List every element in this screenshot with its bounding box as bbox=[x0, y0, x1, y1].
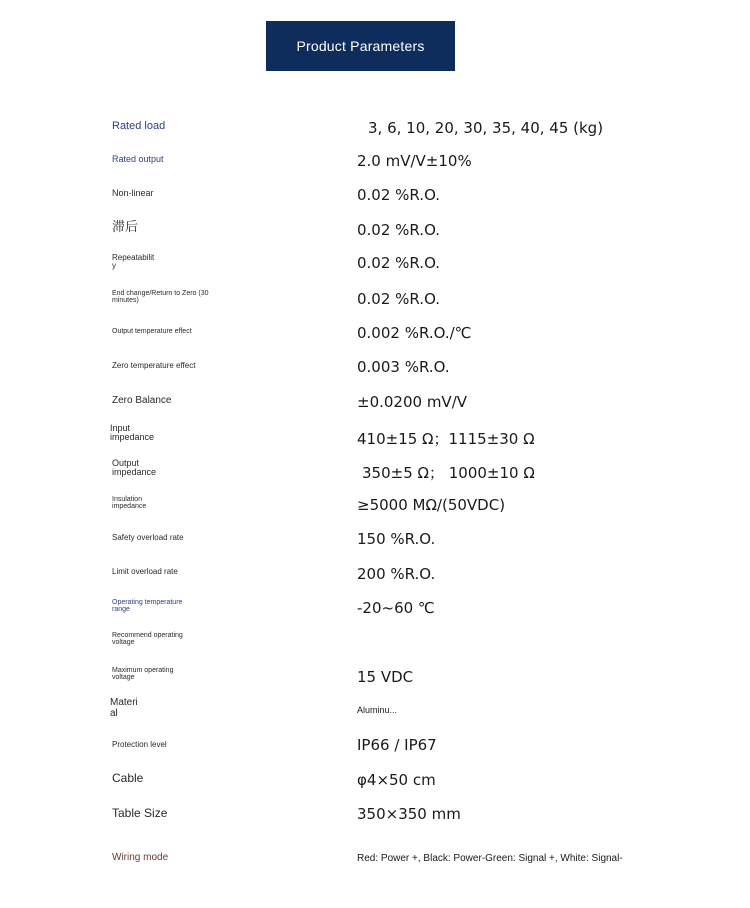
param-label: Output impedance bbox=[112, 458, 157, 478]
param-label: Materi al bbox=[110, 697, 138, 719]
param-value: ≥5000 MΩ/(50VDC) bbox=[357, 496, 506, 514]
param-value: 0.02 %R.O. bbox=[357, 290, 441, 308]
param-label: Insulation impedance bbox=[112, 496, 147, 511]
param-value: 15 VDC bbox=[357, 668, 414, 686]
param-value: 3, 6, 10, 20, 30, 35, 40, 45 (kg) bbox=[368, 119, 604, 137]
param-label: Wiring mode bbox=[112, 852, 169, 863]
param-label: Zero Balance bbox=[112, 395, 172, 406]
param-label: Input impedance bbox=[110, 423, 155, 443]
param-label: Rated output bbox=[112, 154, 164, 164]
param-label: Repeatabilit y bbox=[112, 253, 155, 271]
param-label: Limit overload rate bbox=[112, 567, 178, 576]
param-value: ±0.0200 mV/V bbox=[357, 393, 468, 411]
param-value: 0.02 %R.O. bbox=[357, 186, 441, 204]
param-label: Recommend operating voltage bbox=[112, 632, 183, 647]
param-label: 滞后 bbox=[112, 220, 139, 235]
param-value: 350±5 Ω； 1000±10 Ω bbox=[362, 464, 535, 482]
param-label: Zero temperature effect bbox=[112, 361, 196, 370]
param-value: 0.02 %R.O. bbox=[357, 221, 441, 239]
param-value: 200 %R.O. bbox=[357, 565, 436, 583]
param-value: -20~60 ℃ bbox=[357, 599, 435, 617]
param-value: 350×350 mm bbox=[357, 805, 461, 823]
param-value: 410±15 Ω；1115±30 Ω bbox=[357, 430, 535, 448]
param-value: IP66 / IP67 bbox=[357, 736, 437, 754]
param-label: End change/Return to Zero (30 minutes) bbox=[112, 290, 209, 305]
section-title: Product Parameters bbox=[266, 21, 455, 71]
param-value: 0.02 %R.O. bbox=[357, 254, 441, 272]
param-label: Cable bbox=[112, 771, 144, 785]
param-value: 0.003 %R.O. bbox=[357, 358, 450, 376]
param-value: Red: Power +, Black: Power-Green: Signal +, White: Signal- bbox=[357, 853, 623, 864]
param-label: Maximum operating voltage bbox=[112, 667, 174, 682]
param-value: 2.0 mV/V±10% bbox=[357, 152, 472, 170]
param-label: Output temperature effect bbox=[112, 328, 192, 335]
param-value: 150 %R.O. bbox=[357, 530, 436, 548]
param-label: Protection level bbox=[112, 740, 167, 749]
param-label: Operating temperature range bbox=[112, 599, 183, 614]
param-label: Non-linear bbox=[112, 188, 154, 198]
param-value: Aluminu... bbox=[357, 705, 398, 715]
param-label: Table Size bbox=[112, 806, 168, 820]
param-value: 0.002 %R.O./℃ bbox=[357, 324, 472, 342]
param-label: Safety overload rate bbox=[112, 533, 184, 542]
param-label: Rated load bbox=[112, 120, 166, 132]
param-value: φ4×50 cm bbox=[357, 771, 436, 789]
